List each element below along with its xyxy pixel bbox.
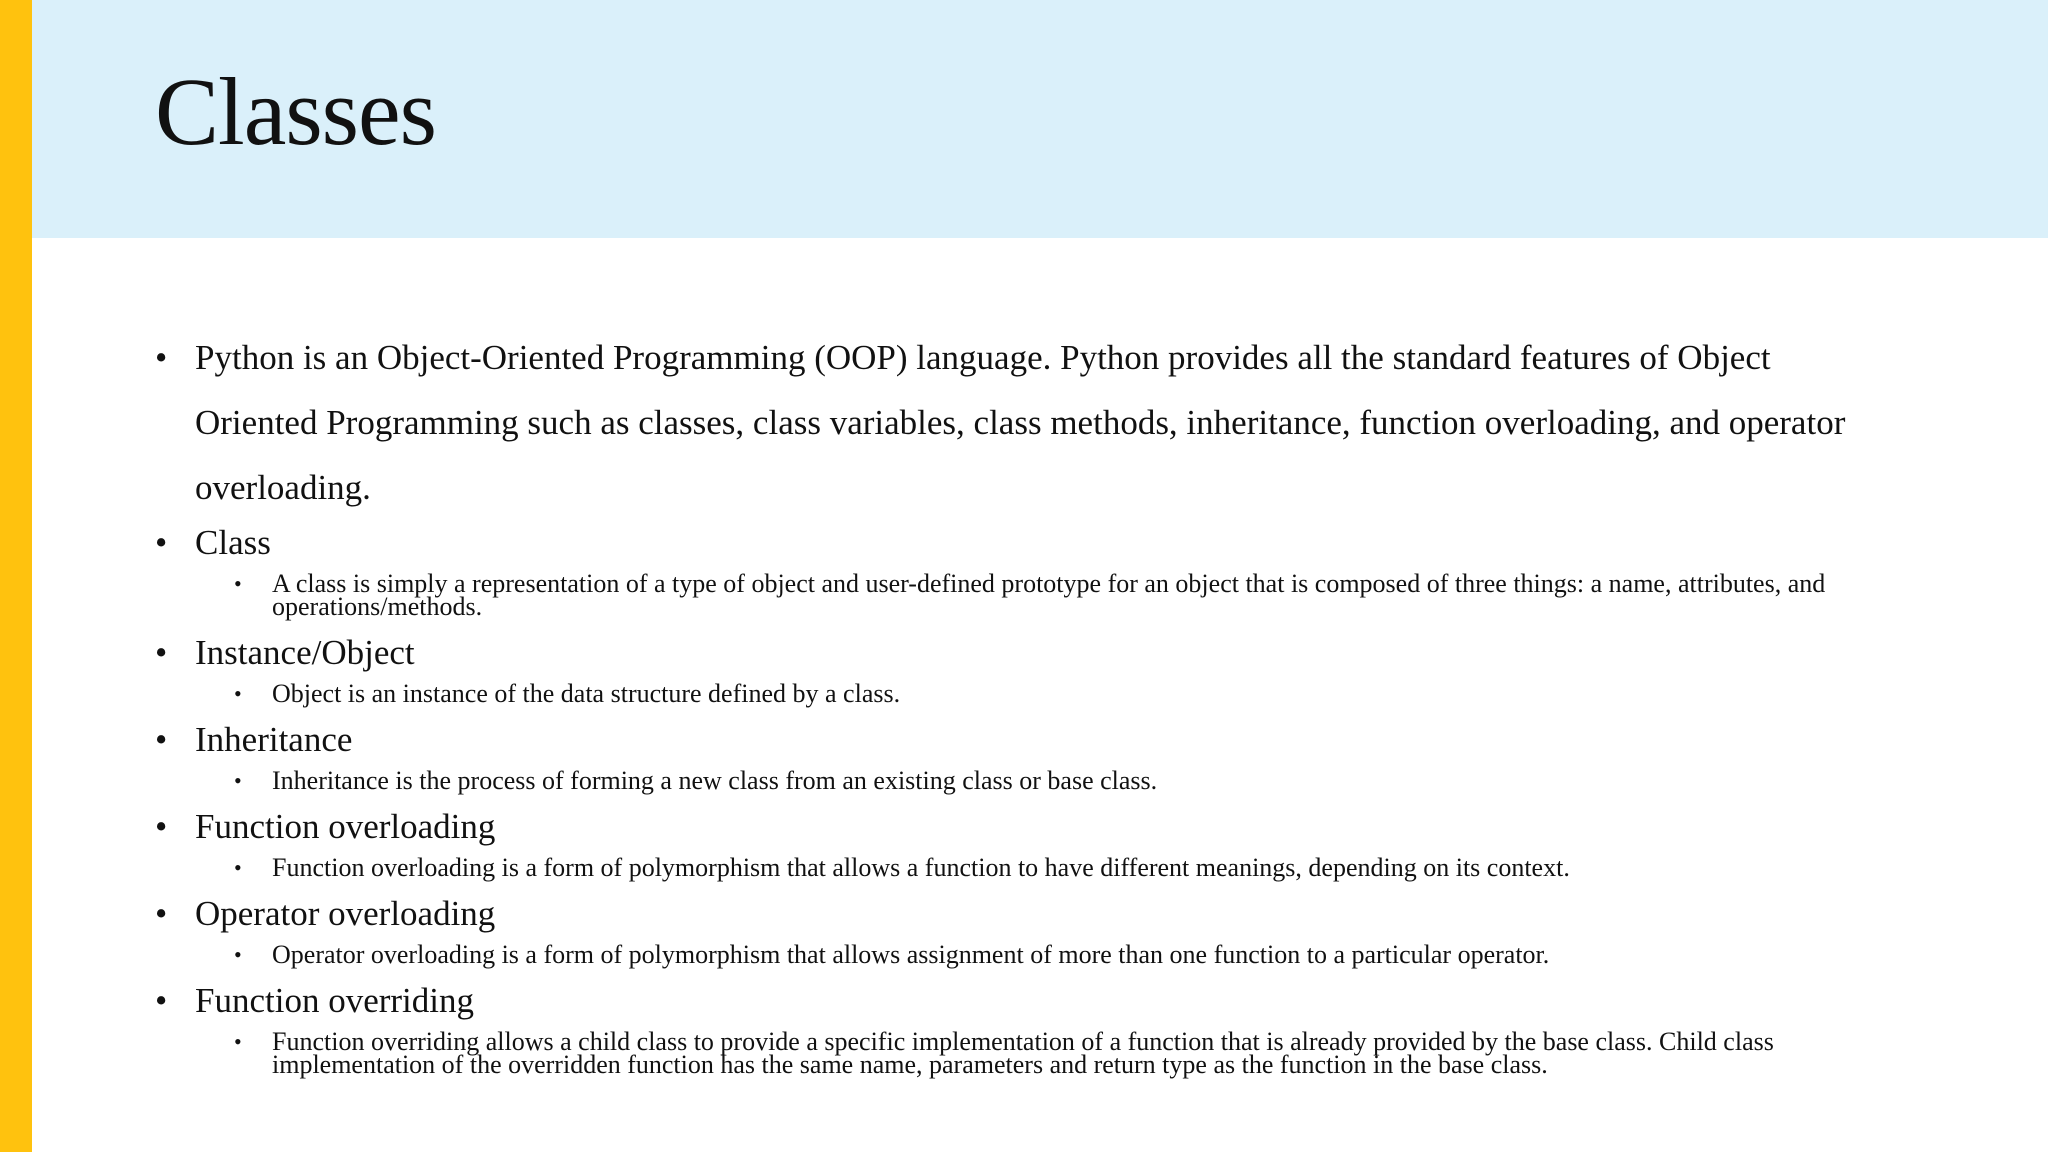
bullet-function-overloading: • Function overloading bbox=[155, 804, 1955, 850]
sub-bullet-function-overriding: • Function overriding allows a child class to provide a specific implementation of a function that is already provided by the base class. Child class implementation of the overridden function has the same name, parameters and return type as the function in the base class. bbox=[272, 1024, 1892, 1088]
sub-bullet-class: • A class is simply a representation of a type of object and user-defined prototype for an object that is composed of three things: a name, attributes, and operations/methods. bbox=[272, 566, 1862, 630]
bullet-function-overriding: • Function overriding bbox=[155, 978, 1955, 1024]
bullet-operator-overloading: • Operator overloading bbox=[155, 891, 1955, 937]
sub-bullet-inheritance: • Inheritance is the process of forming a new class from an existing class or base class. bbox=[272, 763, 1892, 804]
sub-bullet-instance-object: • Object is an instance of the data structure defined by a class. bbox=[272, 676, 1892, 717]
slide-title: Classes bbox=[155, 58, 436, 165]
intro-bullet: • Python is an Object-Oriented Programming (OOP) language. Python provides all the standard features of Object Oriented Programming such as classes, class variables, class methods, inheritance, function overloading, and operator overloading. bbox=[155, 325, 1885, 520]
bullet-class: • Class bbox=[155, 520, 1955, 566]
sub-bullet-function-overloading: • Function overloading is a form of polymorphism that allows a function to have different meanings, depending on its context. bbox=[272, 850, 1892, 891]
sub-bullet-operator-overloading: • Operator overloading is a form of polymorphism that allows assignment of more than one function to a particular operator. bbox=[272, 937, 1892, 978]
slide-body bbox=[155, 325, 1955, 1088]
bullet-inheritance: • Inheritance bbox=[155, 717, 1955, 763]
bullet-instance-object: • Instance/Object bbox=[155, 630, 1955, 676]
accent-bar bbox=[0, 0, 32, 1152]
